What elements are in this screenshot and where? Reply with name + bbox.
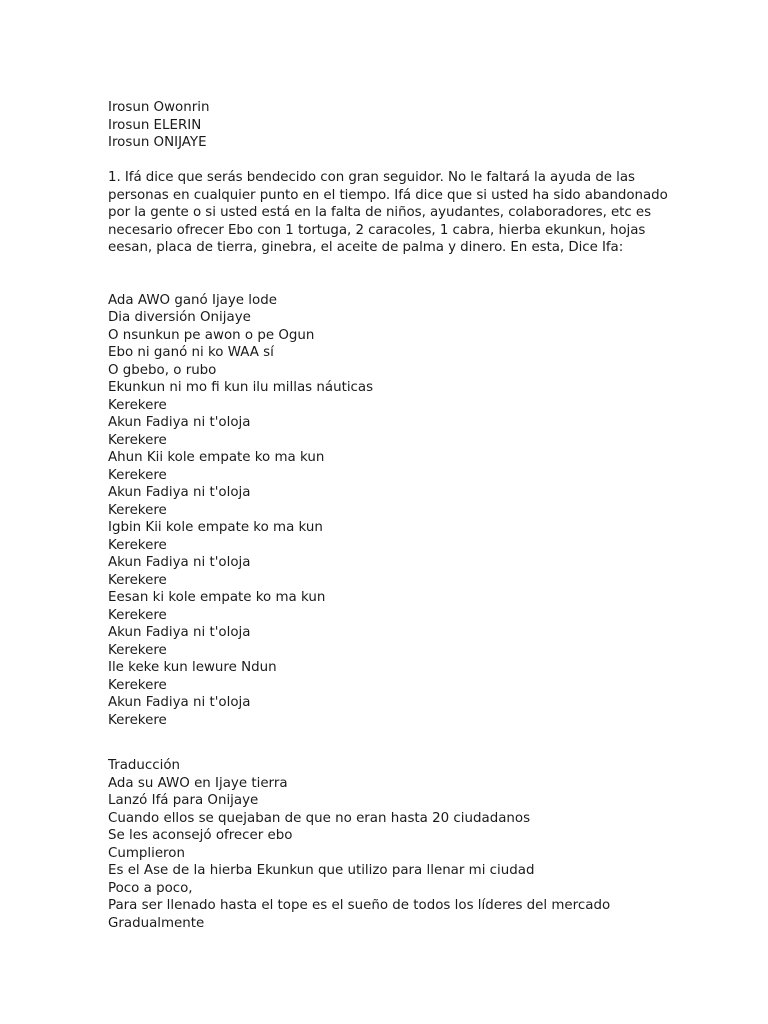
translation-line: Ada su AWO en Ijaye tierra: [108, 775, 288, 791]
translation-line: Lanzó Ifá para Onijaye: [108, 793, 259, 808]
translation-block: [108, 757, 668, 932]
verse-line: O gbebo, o rubo: [108, 362, 217, 378]
translation-line: Gradualmente: [108, 915, 205, 931]
verse-line: Akun Fadiya ni t'oloja: [108, 415, 251, 430]
intro-line: eesan, placa de tierra, ginebra, el aceite de palma y dinero. En esta, Dice Ifa:: [108, 240, 624, 255]
document-header: [108, 99, 668, 152]
spacer: [108, 257, 668, 292]
verse-line: Akun Fadiya ni t'oloja: [108, 485, 251, 500]
translation-line: Poco a poco,: [108, 880, 193, 896]
verse-line: Ada AWO ganó Ijaye lode: [108, 292, 277, 308]
intro-line: 1. Ifá dice que serás bendecido con gran seguidor. No le faltará la ayuda de las: [108, 170, 635, 185]
verse-line: Dia diversión Onijaye: [108, 310, 251, 325]
verse-line: Kerekere: [108, 537, 167, 553]
verse-line: O nsunkun pe awon o pe Ogun: [108, 327, 315, 343]
verse-line: Akun Fadiya ni t'oloja: [108, 555, 251, 570]
translation-line: Para ser llenado hasta el tope es el sueño de todos los líderes del mercado: [108, 898, 611, 913]
verse-line: Igbin Kii kole empate ko ma kun: [108, 520, 323, 535]
verse-line: Eesan ki kole empate ko ma kun: [108, 590, 326, 605]
verse-block: [108, 292, 668, 730]
intro-line: por la gente o si usted está en la falta de niños, ayudantes, colaboradores, etc es: [108, 205, 652, 220]
translation-line: Se les aconsejó ofrecer ebo: [108, 828, 293, 843]
verse-line: Kerekere: [108, 397, 167, 413]
intro-paragraph: [108, 169, 668, 257]
verse-line: Kerekere: [108, 642, 167, 658]
header-line: Irosun Owonrin: [108, 100, 210, 115]
verse-line: Kerekere: [108, 572, 167, 588]
verse-line: Kerekere: [108, 502, 167, 518]
intro-line: necesario ofrecer Ebo con 1 tortuga, 2 caracoles, 1 cabra, hierba ekunkun, hojas: [108, 222, 646, 238]
translation-line: Cumplieron: [108, 845, 185, 861]
intro-line: personas en cualquier punto en el tiempo. Ifá dice que si usted ha sido abandonado: [108, 187, 668, 203]
translation-heading: Traducción: [108, 758, 181, 773]
verse-line: Kerekere: [108, 712, 167, 728]
header-line: Irosun ONIJAYE: [108, 135, 207, 150]
document-page: [108, 99, 668, 932]
spacer: [108, 152, 668, 170]
header-line: Irosun ELERIN: [108, 117, 202, 133]
translation-line: Cuando ellos se quejaban de que no eran hasta 20 ciudadanos: [108, 810, 531, 826]
verse-line: Kerekere: [108, 432, 167, 448]
verse-line: Ahun Kii kole empate ko ma kun: [108, 450, 325, 465]
verse-line: Ile keke kun lewure Ndun: [108, 660, 277, 675]
verse-line: Ebo ni ganó ni ko WAA sí: [108, 345, 274, 360]
verse-line: Kerekere: [108, 467, 167, 483]
verse-line: Kerekere: [108, 677, 167, 693]
verse-line: Akun Fadiya ni t'oloja: [108, 695, 251, 710]
translation-line: Es el Ase de la hierba Ekunkun que utilizo para llenar mi ciudad: [108, 863, 535, 878]
spacer: [108, 729, 668, 757]
verse-line: Kerekere: [108, 607, 167, 623]
verse-line: Akun Fadiya ni t'oloja: [108, 625, 251, 640]
verse-line: Ekunkun ni mo fi kun ilu millas náuticas: [108, 380, 374, 395]
